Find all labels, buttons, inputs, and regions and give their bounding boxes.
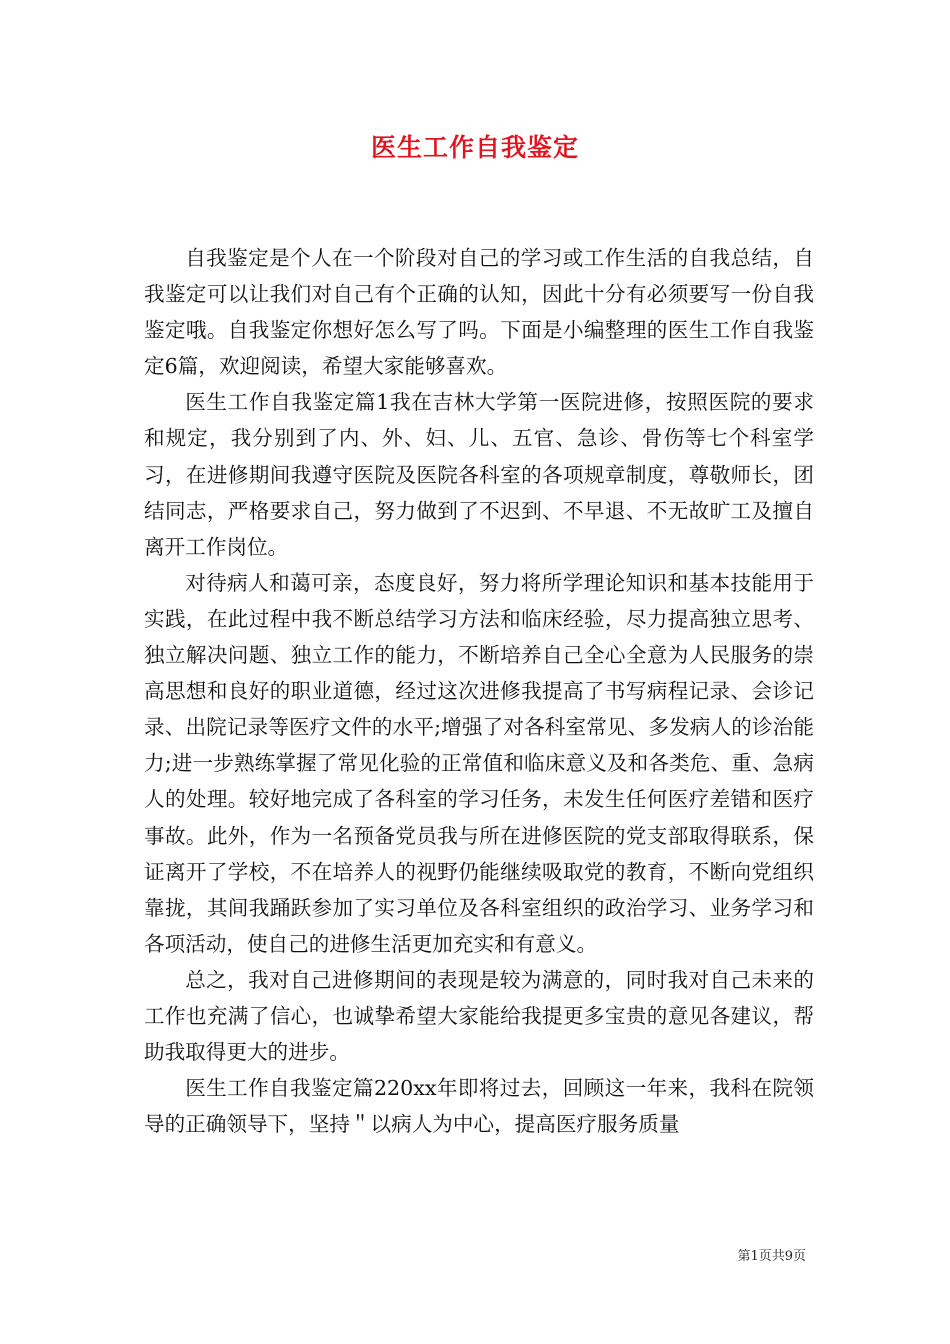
document-body: [144, 240, 814, 1142]
paragraph-part2: 医生工作自我鉴定篇220xx年即将过去，回顾这一年来，我科在院领导的正确领导下，坚持＂以病人为中心，提高医疗服务质量: [144, 1076, 814, 1137]
paragraph-part1: 医生工作自我鉴定篇1我在吉林大学第一医院进修，按照医院的要求和规定，我分别到了内、外、妇、儿、五官、急诊、骨伤等七个科室学习，在进修期间我遵守医院及医院各科室的各项规章制度，尊敬师长，团结同志，严格要求自己，努力做到了不迟到、不早退、不无故旷工及擅自离开工作岗位。: [144, 390, 814, 559]
document-title: 医生工作自我鉴定: [370, 133, 579, 162]
paragraph-intro: 自我鉴定是个人在一个阶段对自己的学习或工作生活的自我总结，自我鉴定可以让我们对自己有个正确的认知，因此十分有必须要写一份自我鉴定哦。自我鉴定你想好怎么写了吗。下面是小编整理的医生工作自我鉴定6篇，欢迎阅读，希望大家能够喜欢。: [144, 246, 814, 379]
paragraph-treatment: 对待病人和蔼可亲，态度良好，努力将所学理论知识和基本技能用于实践，在此过程中我不断总结学习方法和临床经验，尽力提高独立思考、独立解决问题、独立工作的能力，不断培养自己全心全意为人民服务的崇高思想和良好的职业道德，经过这次进修我提高了书写病程记录、会诊记录、出院记录等医疗文件的水平;增强了对各科室常见、多发病人的诊治能力;进一步熟练掌握了常见化验的正常值和临床意义及和各类危、重、急病人的处理。较好地完成了各科室的学习任务，未发生任何医疗差错和医疗事故。此外，作为一名预备党员我与所在进修医院的党支部取得联系，保证离开了学校，不在培养人的视野仍能继续吸取党的教育，不断向党组织靠拢，其间我踊跃参加了实习单位及各科室组织的政治学习、业务学习和各项活动，使自己的进修生活更加充实和有意义。: [144, 570, 814, 956]
page-number: 第1页共9页: [737, 1249, 806, 1264]
paragraph-summary: 总之，我对自己进修期间的表现是较为满意的，同时我对自己未来的工作也充满了信心，也诚挚希望大家能给我提更多宝贵的意见各建议，帮助我取得更大的进步。: [144, 967, 814, 1065]
